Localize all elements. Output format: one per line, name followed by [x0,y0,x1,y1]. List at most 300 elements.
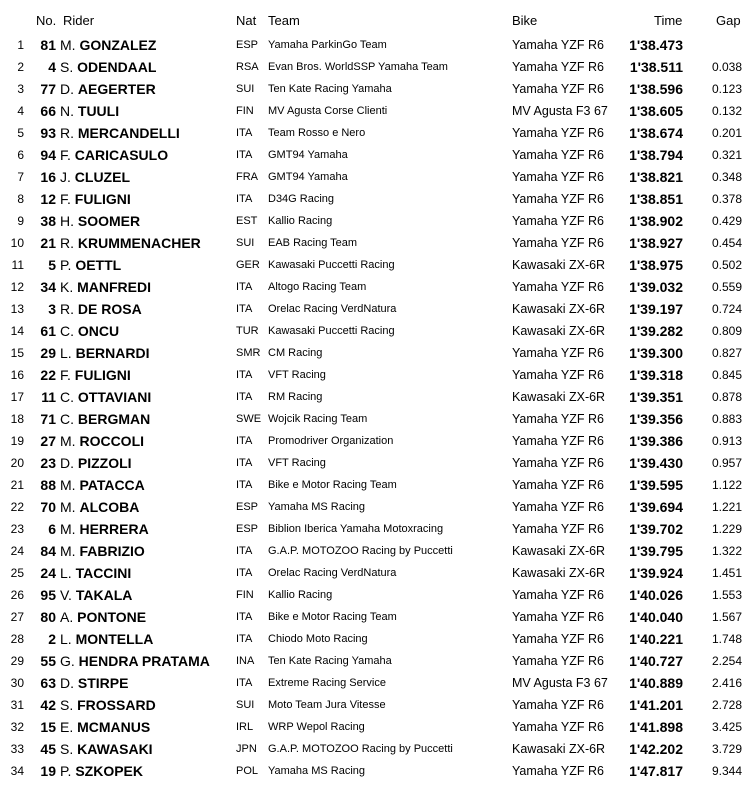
nationality: ITA [236,479,253,491]
rider-initial: P. [60,763,72,779]
gap-value: 0.878 [711,390,742,404]
nationality: ITA [236,281,253,293]
team-name: Ten Kate Racing Yamaha [268,655,392,667]
team-name: Extreme Racing Service [268,677,386,689]
bike-name: Yamaha YZF R6 [512,764,604,778]
rider-initial: S. [60,59,74,75]
table-row [0,364,745,386]
bike-name: Yamaha YZF R6 [512,192,604,206]
team-name: Yamaha MS Racing [268,765,366,777]
rider-number: 61 [40,323,56,339]
team-name: VFT Racing [268,457,326,469]
position: 32 [10,720,24,734]
header-no: No. [36,13,57,28]
position: 3 [17,82,24,96]
lap-time: 1'38.821 [629,169,683,185]
rider-surname: PONTONE [77,609,147,625]
nationality: ITA [236,457,253,469]
bike-name: Yamaha YZF R6 [512,38,604,52]
position: 14 [10,324,24,338]
gap-value: 0.809 [711,324,742,338]
table-row [0,452,745,474]
nationality: IRL [236,721,254,733]
lap-time: 1'39.356 [629,411,683,427]
team-name: Evan Bros. WorldSSP Yamaha Team [268,61,448,73]
table-row [0,606,745,628]
table-row [0,540,745,562]
table-row [0,474,745,496]
nationality: ITA [236,545,253,557]
team-name: Kawasaki Puccetti Racing [268,259,395,271]
rider-surname: ALCOBA [79,499,140,515]
rider-name [60,518,149,540]
position: 22 [10,500,24,514]
gap-value: 3.729 [711,742,742,756]
rider-surname: TACCINI [75,565,132,581]
rider-number: 27 [40,433,56,449]
rider-name [60,122,180,144]
rider-surname: OETTL [75,257,122,273]
rider-name [60,386,151,408]
gap-value: 1.322 [711,544,742,558]
rider-number: 42 [40,697,56,713]
bike-name: Yamaha YZF R6 [512,698,604,712]
table-row [0,386,745,408]
position: 20 [10,456,24,470]
position: 33 [10,742,24,756]
position: 29 [10,654,24,668]
bike-name: Kawasaki ZX-6R [512,544,606,558]
gap-value: 2.728 [711,698,742,712]
position: 34 [10,764,24,778]
rider-number: 38 [40,213,56,229]
bike-name: Yamaha YZF R6 [512,654,604,668]
rider-surname: BERGMAN [77,411,151,427]
rider-initial: M. [60,521,76,537]
table-row [0,430,745,452]
rider-number: 3 [48,301,56,317]
rider-name [60,342,149,364]
table-row [0,584,745,606]
rider-name [60,430,144,452]
rider-number: 71 [40,411,56,427]
gap-value: 0.201 [711,126,742,140]
rider-initial: E. [60,719,74,735]
bike-name: Kawasaki ZX-6R [512,324,606,338]
rider-name [60,716,150,738]
rider-name [60,320,119,342]
rider-name [60,562,131,584]
results-header [0,0,745,34]
rider-number: 11 [41,389,56,405]
team-name: Bike e Motor Racing Team [268,611,397,623]
rider-initial: M. [60,433,76,449]
rider-initial: M. [60,499,76,515]
nationality: SUI [236,237,255,249]
rider-initial: R. [60,235,74,251]
lap-time: 1'39.032 [629,279,683,295]
rider-surname: FABRIZIO [79,543,145,559]
gap-value: 0.913 [711,434,742,448]
lap-time: 1'38.975 [629,257,683,273]
table-row [0,276,745,298]
nationality: ITA [236,611,253,623]
lap-time: 1'38.674 [629,125,683,141]
rider-surname: TAKALA [75,587,133,603]
position: 6 [17,148,24,162]
rider-surname: DE ROSA [77,301,142,317]
rider-number: 63 [40,675,56,691]
rider-surname: MCMANUS [77,719,151,735]
bike-name: Yamaha YZF R6 [512,412,604,426]
gap-value: 0.378 [711,192,742,206]
rider-number: 66 [40,103,56,119]
lap-time: 1'47.817 [629,763,683,779]
table-row [0,254,745,276]
gap-value: 2.416 [711,676,742,690]
bike-name: Kawasaki ZX-6R [512,258,606,272]
rider-surname: PIZZOLI [77,455,132,471]
gap-value: 1.221 [711,500,742,514]
lap-time: 1'40.889 [629,675,683,691]
position: 17 [10,390,24,404]
gap-value: 0.348 [711,170,742,184]
lap-time: 1'40.040 [629,609,683,625]
table-row [0,518,745,540]
rider-initial: C. [60,323,74,339]
rider-initial: D. [60,675,74,691]
bike-name: Yamaha YZF R6 [512,346,604,360]
lap-time: 1'39.386 [629,433,683,449]
rider-number: 93 [40,125,56,141]
header-rider: Rider [63,13,95,28]
rider-surname: HENDRA PRATAMA [78,653,210,669]
team-name: WRP Wepol Racing [268,721,365,733]
bike-name: MV Agusta F3 67 [512,676,608,690]
rider-initial: J. [60,169,71,185]
nationality: ITA [236,303,253,315]
table-row [0,210,745,232]
rider-initial: L. [60,345,72,361]
rider-name [60,166,130,188]
position: 16 [10,368,24,382]
gap-value: 0.724 [711,302,742,316]
rider-number: 16 [40,169,56,185]
rider-number: 45 [40,741,56,757]
rider-initial: F. [60,191,71,207]
lap-time: 1'39.595 [629,477,683,493]
gap-value: 1.229 [711,522,742,536]
rider-surname: BERNARDI [75,345,150,361]
gap-value: 0.123 [711,82,742,96]
nationality: EST [236,215,258,227]
table-row [0,78,745,100]
rider-number: 80 [40,609,56,625]
gap-value: 1.748 [711,632,742,646]
header-time: Time [654,13,683,28]
team-name: Kawasaki Puccetti Racing [268,325,395,337]
rider-name [60,408,150,430]
rider-surname: FULIGNI [74,191,131,207]
team-name: Yamaha ParkinGo Team [268,39,387,51]
table-row [0,122,745,144]
rider-surname: STIRPE [77,675,129,691]
gap-value: 0.454 [711,236,742,250]
table-row [0,408,745,430]
position: 11 [11,258,24,272]
team-name: RM Racing [268,391,323,403]
position: 10 [10,236,24,250]
bike-name: Kawasaki ZX-6R [512,566,606,580]
nationality: SMR [236,347,261,359]
lap-time: 1'38.794 [629,147,683,163]
team-name: CM Racing [268,347,323,359]
rider-number: 6 [48,521,56,537]
position: 18 [10,412,24,426]
position: 7 [17,170,24,184]
position: 2 [17,60,24,74]
team-name: GMT94 Yamaha [268,149,348,161]
rider-number: 81 [40,37,56,53]
gap-value: 0.827 [711,346,742,360]
lap-time: 1'42.202 [629,741,683,757]
lap-time: 1'38.473 [629,37,683,53]
gap-value: 0.132 [711,104,742,118]
table-row [0,760,745,782]
bike-name: Yamaha YZF R6 [512,456,604,470]
rider-name [60,628,153,650]
rider-name [60,210,140,232]
lap-time: 1'39.795 [629,543,683,559]
rider-initial: C. [60,389,74,405]
rider-surname: CARICASULO [74,147,169,163]
header-team: Team [268,13,300,28]
bike-name: Yamaha YZF R6 [512,610,604,624]
lap-time: 1'39.924 [629,565,683,581]
rider-initial: G. [60,653,75,669]
rider-surname: HERRERA [79,521,149,537]
lap-time: 1'40.221 [629,631,683,647]
position: 27 [10,610,24,624]
rider-initial: M. [60,477,76,493]
rider-initial: A. [60,609,74,625]
rider-initial: H. [60,213,74,229]
table-row [0,34,745,56]
position: 13 [10,302,24,316]
nationality: ITA [236,633,253,645]
rider-initial: V. [60,587,72,603]
lap-time: 1'39.300 [629,345,683,361]
position: 12 [10,280,24,294]
rider-initial: S. [60,741,74,757]
rider-name [60,584,132,606]
table-row [0,166,745,188]
rider-name [60,474,145,496]
rider-number: 21 [40,235,56,251]
rider-number: 2 [48,631,56,647]
nationality: FRA [236,171,258,183]
rider-number: 24 [40,565,56,581]
rider-surname: PATACCA [79,477,145,493]
rider-name [60,540,145,562]
rider-surname: FULIGNI [74,367,131,383]
position: 1 [17,38,24,52]
team-name: Orelac Racing VerdNatura [268,303,397,315]
gap-value: 1.567 [711,610,742,624]
rider-number: 77 [40,81,56,97]
header-nat: Nat [236,13,257,28]
team-name: Bike e Motor Racing Team [268,479,397,491]
nationality: SUI [236,699,255,711]
team-name: Yamaha MS Racing [268,501,366,513]
table-row [0,232,745,254]
rider-initial: P. [60,257,72,273]
rider-name [60,738,153,760]
rider-surname: KRUMMENACHER [77,235,201,251]
rider-number: 29 [40,345,56,361]
rider-name [60,254,121,276]
rider-name [60,78,156,100]
team-name: Promodriver Organization [268,435,394,447]
bike-name: Yamaha YZF R6 [512,632,604,646]
rider-name [60,276,151,298]
nationality: SWE [236,413,262,425]
position: 25 [10,566,24,580]
position: 9 [17,214,24,228]
table-row [0,56,745,78]
lap-time: 1'39.702 [629,521,683,537]
rider-surname: SZKOPEK [75,763,144,779]
lap-time: 1'40.727 [629,653,683,669]
rider-surname: ROCCOLI [79,433,145,449]
bike-name: Yamaha YZF R6 [512,434,604,448]
lap-time: 1'40.026 [629,587,683,603]
gap-value: 0.845 [711,368,742,382]
rider-surname: GONZALEZ [79,37,157,53]
table-row [0,628,745,650]
rider-number: 15 [40,719,56,735]
gap-value: 1.122 [711,478,742,492]
nationality: ITA [236,435,253,447]
table-row [0,496,745,518]
nationality: ESP [236,501,259,513]
nationality: ITA [236,567,253,579]
rider-number: 22 [40,367,56,383]
team-name: Ten Kate Racing Yamaha [268,83,392,95]
bike-name: Yamaha YZF R6 [512,522,604,536]
bike-name: Yamaha YZF R6 [512,214,604,228]
table-row [0,188,745,210]
table-row [0,694,745,716]
bike-name: Yamaha YZF R6 [512,60,604,74]
nationality: ESP [236,523,259,535]
rider-surname: TUULI [77,103,120,119]
gap-value: 0.883 [711,412,742,426]
bike-name: Yamaha YZF R6 [512,170,604,184]
gap-value: 2.254 [711,654,742,668]
team-name: Chiodo Moto Racing [268,633,368,645]
rider-name [60,672,128,694]
position: 30 [10,676,24,690]
bike-name: Yamaha YZF R6 [512,236,604,250]
rider-surname: FROSSARD [77,697,156,713]
position: 26 [10,588,24,602]
nationality: SUI [236,83,255,95]
rider-surname: MERCANDELLI [77,125,180,141]
rider-surname: ODENDAAL [77,59,157,75]
nationality: ITA [236,677,253,689]
nationality: RSA [236,61,259,73]
team-name: Orelac Racing VerdNatura [268,567,397,579]
rider-name [60,298,142,320]
team-name: Biblion Iberica Yamaha Motoxracing [268,523,444,535]
team-name: Kallio Racing [268,589,333,601]
rider-number: 5 [48,257,56,273]
position: 4 [17,104,24,118]
rider-surname: OTTAVIANI [77,389,152,405]
nationality: ITA [236,369,253,381]
table-row [0,738,745,760]
lap-time: 1'39.197 [629,301,683,317]
table-row [0,100,745,122]
table-row [0,320,745,342]
nationality: ITA [236,127,253,139]
rider-number: 95 [40,587,56,603]
bike-name: MV Agusta F3 67 [512,104,608,118]
team-name: Kallio Racing [268,215,333,227]
bike-name: Yamaha YZF R6 [512,500,604,514]
lap-time: 1'38.851 [629,191,683,207]
rider-surname: SOOMER [77,213,141,229]
rider-name [60,232,201,254]
rider-number: 70 [40,499,56,515]
gap-value: 0.429 [711,214,742,228]
rider-name [60,452,132,474]
rider-number: 88 [40,477,56,493]
gap-value: 0.321 [711,148,742,162]
position: 15 [10,346,24,360]
team-name: D34G Racing [268,193,335,205]
table-row [0,298,745,320]
team-name: G.A.P. MOTOZOO Racing by Puccetti [268,545,453,557]
table-row [0,650,745,672]
rider-name [60,100,119,122]
rider-surname: AEGERTER [77,81,156,97]
gap-value: 9.344 [711,764,742,778]
rider-initial: F. [60,367,71,383]
rider-surname: KAWASAKI [77,741,153,757]
rider-name [60,694,156,716]
nationality: JPN [236,743,257,755]
gap-value: 1.553 [711,588,742,602]
position: 8 [17,192,24,206]
rider-surname: MANFREDI [77,279,152,295]
lap-time: 1'38.927 [629,235,683,251]
lap-time: 1'38.605 [629,103,683,119]
rider-number: 55 [40,653,56,669]
team-name: EAB Racing Team [268,237,358,249]
gap-value: 0.559 [711,280,742,294]
nationality: POL [236,765,259,777]
rider-initial: N. [60,103,74,119]
position: 21 [10,478,24,492]
bike-name: Yamaha YZF R6 [512,588,604,602]
rider-number: 23 [40,455,56,471]
table-row [0,672,745,694]
rider-name [60,56,156,78]
position: 19 [10,434,24,448]
header-gap: Gap [716,13,741,28]
